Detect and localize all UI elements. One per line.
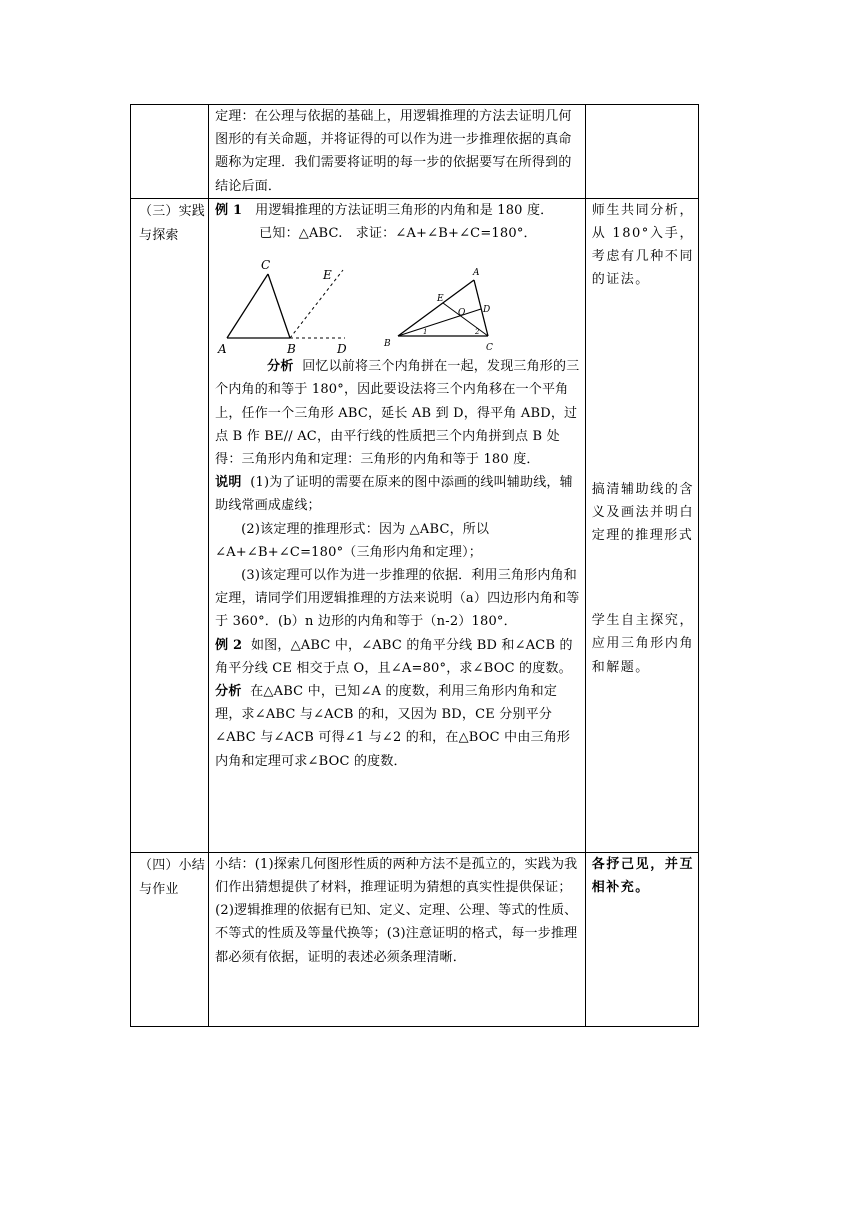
example-2-analysis <box>215 680 581 773</box>
fig2-label-e: E <box>437 294 444 305</box>
fig1-label-a: A <box>218 342 227 356</box>
fig1-label-d: D <box>337 342 347 356</box>
fig1-label-c: C <box>261 258 271 273</box>
analysis-label: 分析 <box>267 359 294 375</box>
note-self-explore: 学生自主探究，应用三角形内角和解题。 <box>591 613 694 675</box>
stage-cell <box>131 852 209 1026</box>
content-cell <box>209 105 586 199</box>
stage-label: （三）实践与探索 <box>139 203 206 243</box>
example-1-given: 已知：△ABC. 求证：∠A+∠B+∠C=180°． <box>259 226 537 242</box>
fig2-label-a: A <box>473 268 480 279</box>
analysis-2-text: 在△ABC 中，已知∠A 的度数，利用三角形内角和定理，求∠ABC 与∠ACB 的和，又因为 BD，CE 分别平分∠ABC 与∠ACB 可得∠1 与∠2 的和，在△BOC 中由三角形内角和定理可求∠BOC 的度数． <box>215 684 571 769</box>
summary-text: 小结：(1)探索几何图形性质的两种方法不是孤立的，实践为我们作出猜想提供了材料，推理证明为猜想的真实性提供保证；(2)逻辑推理的依据有已知、定义、定理、公理、等式的性质、不等式的性质及等量代换等；(3)注意证明的格式，每一步推理都必须有依据，证明的表述必须条理清晰． <box>215 856 578 965</box>
example-1 <box>215 199 581 222</box>
fig2-label-b: B <box>384 339 391 350</box>
example-1-text: 用逻辑推理的方法证明三角形的内角和是 180 度． <box>255 202 554 218</box>
fig2-label-d: D <box>483 305 491 316</box>
note-1-text: (1)为了证明的需要在原来的图中添画的线叫辅助线，辅助线常画成虚线； <box>215 475 573 514</box>
stage-label: （四）小结与作业 <box>139 857 206 897</box>
note-auxiliary-lines: 搞清辅助线的含义及画法并明白定理的推理形式 <box>591 481 694 544</box>
table-row <box>131 198 699 852</box>
note-teacher-student: 师生共同分析，从 180°入手，考虑有几种不同的证法。 <box>591 202 694 288</box>
fig1-label-b: B <box>287 342 297 356</box>
notes-cell <box>585 198 698 852</box>
example-1-label: 例 1 <box>215 202 243 218</box>
fig1-label-e: E <box>323 268 333 283</box>
note-1 <box>215 471 581 517</box>
note-2: (2)该定理的推理形式：因为 △ABC，所以∠A+∠B+∠C=180°（三角形内角和定理）； <box>215 521 490 560</box>
lesson-plan-table <box>130 104 699 1027</box>
theorem-definition: 定理：在公理与依据的基础上，用逻辑推理的方法去证明几何图形的有关命题，并将证得的可以作为进一步推理依据的真命题称为定理．我们需要将证明的每一步的依据要写在所得到的结论后面． <box>215 109 572 194</box>
stage-cell <box>131 198 209 852</box>
notes-cell <box>585 852 698 1026</box>
note-3: (3)该定理可以作为进一步推理的依据．利用三角形内角和定理，请同学们用逻辑推理的方法来说明（a）四边形内角和等于 360°．(b）n 边形的内角和等于（n-2）180°． <box>215 568 580 630</box>
table-row <box>131 105 699 199</box>
figure-2-angle-bisectors <box>375 245 515 355</box>
analysis-text: 回忆以前将三个内角拼在一起，发现三角形的三个内角的和等于 180°，因此要设法将三个内角移在一个平角上，任作一个三角形 ABC，延长 AB 到 D，得平角 ABD，过点 B 作 BE// AC，由平行线的性质把三个内角拼到点 B 处 <box>215 359 580 444</box>
notes-cell <box>585 105 698 199</box>
analysis-2-label: 分析 <box>215 684 242 700</box>
fig2-angle-2: 2 <box>475 328 480 337</box>
content-cell <box>209 198 586 852</box>
example-1-analysis <box>215 355 581 448</box>
example-2-text: 如图，△ABC 中，∠ABC 的角平分线 BD 和∠ACB 的角平分线 CE 相交于点 O，且∠A=80°，求∠BOC 的度数。 <box>215 637 573 676</box>
fig2-angle-1: 1 <box>423 328 428 337</box>
table-row <box>131 852 699 1026</box>
note-discussion: 各抒己见，并互相补充。 <box>591 856 694 896</box>
figures <box>215 245 581 355</box>
content-cell <box>209 852 586 1026</box>
example-2 <box>215 634 581 680</box>
theorem-conclusion: 得：三角形内角和定理：三角形的内角和等于 180 度． <box>215 452 540 468</box>
example-2-label: 例 2 <box>215 637 243 653</box>
stage-cell <box>131 105 209 199</box>
figure-1-triangle-extension <box>215 245 375 355</box>
note-label: 说明 <box>215 475 242 491</box>
fig2-label-c: C <box>486 343 494 354</box>
fig2-label-o: O <box>458 308 466 319</box>
